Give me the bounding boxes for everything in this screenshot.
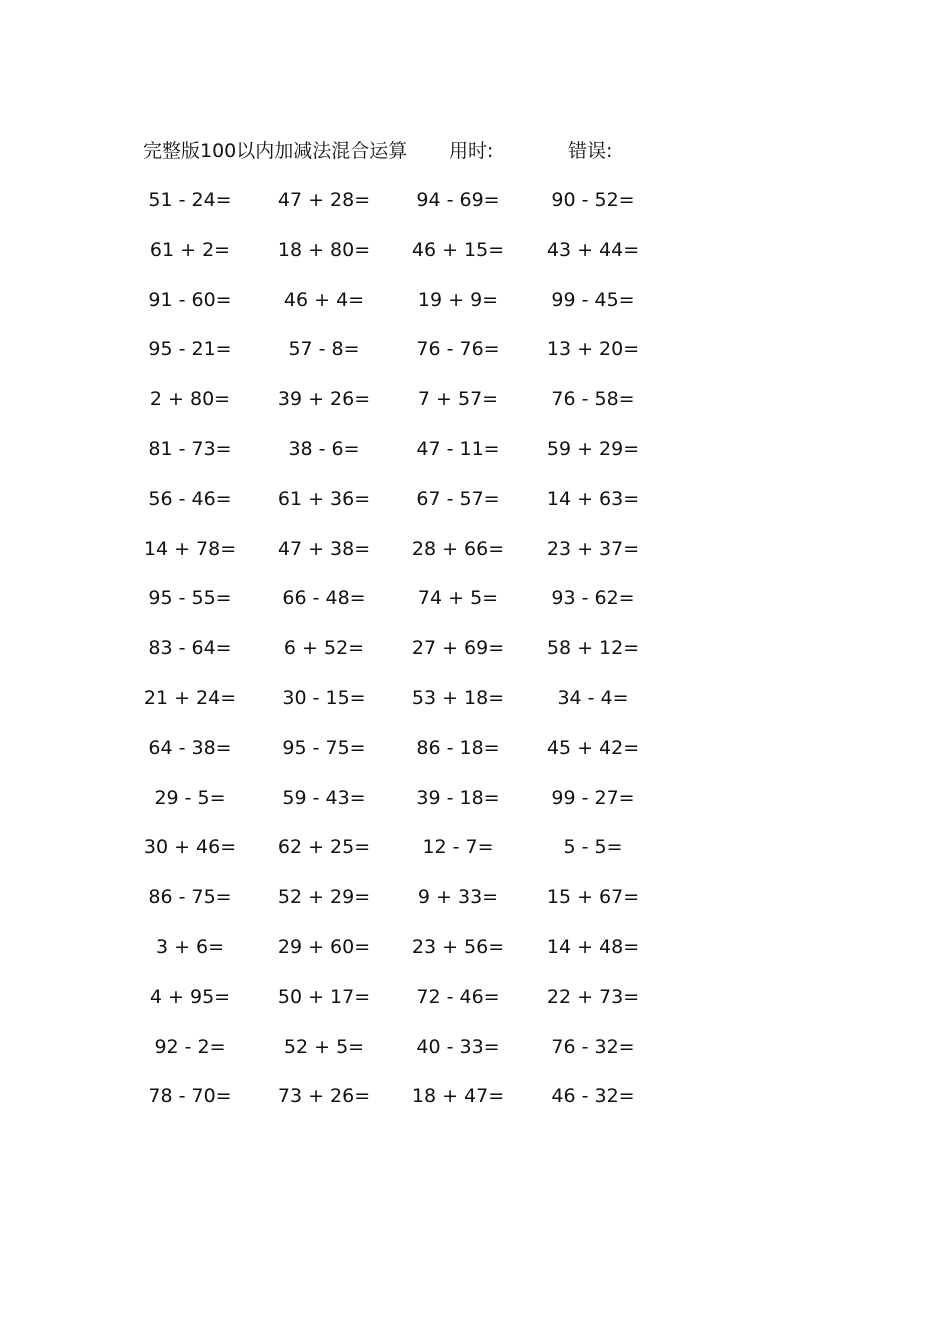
math-problem: 76 - 76= xyxy=(416,338,500,361)
math-problem: 76 - 58= xyxy=(551,388,635,411)
problem-row xyxy=(0,335,950,385)
problem-row xyxy=(0,584,950,634)
math-problem: 23 + 56= xyxy=(411,935,505,958)
math-problem: 67 - 57= xyxy=(416,487,500,510)
problem-row xyxy=(0,634,950,684)
math-problem: 12 - 7= xyxy=(422,836,494,859)
math-problem: 57 - 8= xyxy=(288,338,360,361)
math-problem: 76 - 32= xyxy=(551,1035,635,1058)
math-problem: 29 - 5= xyxy=(154,786,226,809)
math-problem: 38 - 6= xyxy=(288,437,360,460)
error-count-label: 错误: xyxy=(568,140,613,162)
math-problem: 59 + 29= xyxy=(546,437,640,460)
math-problem: 62 + 25= xyxy=(277,836,371,859)
math-problem: 47 - 11= xyxy=(416,437,500,460)
problem-row xyxy=(0,734,950,784)
math-problem: 93 - 62= xyxy=(551,587,635,610)
math-problem: 45 + 42= xyxy=(546,736,640,759)
math-problem: 28 + 66= xyxy=(411,537,505,560)
math-problem: 51 - 24= xyxy=(148,189,232,211)
problem-row xyxy=(0,286,950,336)
problem-row xyxy=(0,833,950,883)
math-problem: 27 + 69= xyxy=(411,637,505,660)
math-problem: 4 + 95= xyxy=(149,985,231,1008)
math-problem: 46 - 32= xyxy=(551,1085,635,1108)
problem-row xyxy=(0,1033,950,1083)
math-problem: 40 - 33= xyxy=(416,1035,500,1058)
math-problem: 14 + 48= xyxy=(546,935,640,958)
math-problem: 61 + 2= xyxy=(149,238,231,261)
math-problem: 47 + 28= xyxy=(277,189,371,211)
math-problem: 18 + 47= xyxy=(411,1085,505,1108)
problem-row xyxy=(0,883,950,933)
math-problem: 73 + 26= xyxy=(277,1085,371,1108)
math-problem: 9 + 33= xyxy=(417,886,499,909)
problem-row xyxy=(0,684,950,734)
problem-row xyxy=(0,983,950,1033)
math-problem: 52 + 5= xyxy=(283,1035,365,1058)
problem-row xyxy=(0,186,950,236)
math-problem: 15 + 67= xyxy=(546,886,640,909)
math-problem: 7 + 57= xyxy=(417,388,499,411)
math-problem: 81 - 73= xyxy=(148,437,232,460)
math-problem: 99 - 27= xyxy=(551,786,635,809)
problem-row xyxy=(0,933,950,983)
math-problem: 39 + 26= xyxy=(277,388,371,411)
problem-row xyxy=(0,385,950,435)
math-problem: 50 + 17= xyxy=(277,985,371,1008)
problem-row xyxy=(0,784,950,834)
math-problem: 30 - 15= xyxy=(282,686,366,709)
math-problem: 52 + 29= xyxy=(277,886,371,909)
time-used-label: 用时: xyxy=(449,140,494,162)
problem-row xyxy=(0,435,950,485)
math-problem: 58 + 12= xyxy=(546,637,640,660)
math-problem: 95 - 55= xyxy=(148,587,232,610)
math-problem: 30 + 46= xyxy=(143,836,237,859)
math-problem: 92 - 2= xyxy=(154,1035,226,1058)
math-problem: 59 - 43= xyxy=(282,786,366,809)
math-problem: 43 + 44= xyxy=(546,238,640,261)
math-problem: 74 + 5= xyxy=(417,587,499,610)
math-problem: 61 + 36= xyxy=(277,487,371,510)
math-problem: 90 - 52= xyxy=(551,189,635,211)
problem-row xyxy=(0,1082,950,1132)
math-problem: 39 - 18= xyxy=(416,786,500,809)
problem-row xyxy=(0,535,950,585)
problem-row xyxy=(0,485,950,535)
math-problem: 23 + 37= xyxy=(546,537,640,560)
math-problem: 6 + 52= xyxy=(283,637,365,660)
math-problem: 53 + 18= xyxy=(411,686,505,709)
math-problem: 14 + 78= xyxy=(143,537,237,560)
math-problem: 5 - 5= xyxy=(563,836,623,859)
math-problem: 91 - 60= xyxy=(148,288,232,311)
math-problem: 66 - 48= xyxy=(282,587,366,610)
math-problem: 18 + 80= xyxy=(277,238,371,261)
math-problem: 94 - 69= xyxy=(416,189,500,211)
worksheet-title: 完整版100以内加减法混合运算 xyxy=(143,140,408,162)
math-problem: 86 - 18= xyxy=(416,736,500,759)
math-problem: 78 - 70= xyxy=(148,1085,232,1108)
math-problem: 29 + 60= xyxy=(277,935,371,958)
math-problem: 3 + 6= xyxy=(155,935,225,958)
math-problem: 46 + 15= xyxy=(411,238,505,261)
math-problem: 83 - 64= xyxy=(148,637,232,660)
math-problem: 34 - 4= xyxy=(557,686,629,709)
math-problem: 2 + 80= xyxy=(149,388,231,411)
math-problem: 99 - 45= xyxy=(551,288,635,311)
problem-grid xyxy=(0,186,950,1132)
math-problem: 14 + 63= xyxy=(546,487,640,510)
math-problem: 56 - 46= xyxy=(148,487,232,510)
math-problem: 95 - 21= xyxy=(148,338,232,361)
math-problem: 86 - 75= xyxy=(148,886,232,909)
math-problem: 13 + 20= xyxy=(546,338,640,361)
problem-row xyxy=(0,236,950,286)
math-problem: 46 + 4= xyxy=(283,288,365,311)
math-problem: 64 - 38= xyxy=(148,736,232,759)
math-problem: 22 + 73= xyxy=(546,985,640,1008)
math-problem: 21 + 24= xyxy=(143,686,237,709)
math-problem: 95 - 75= xyxy=(282,736,366,759)
math-problem: 19 + 9= xyxy=(417,288,499,311)
math-problem: 72 - 46= xyxy=(416,985,500,1008)
math-problem: 47 + 38= xyxy=(277,537,371,560)
